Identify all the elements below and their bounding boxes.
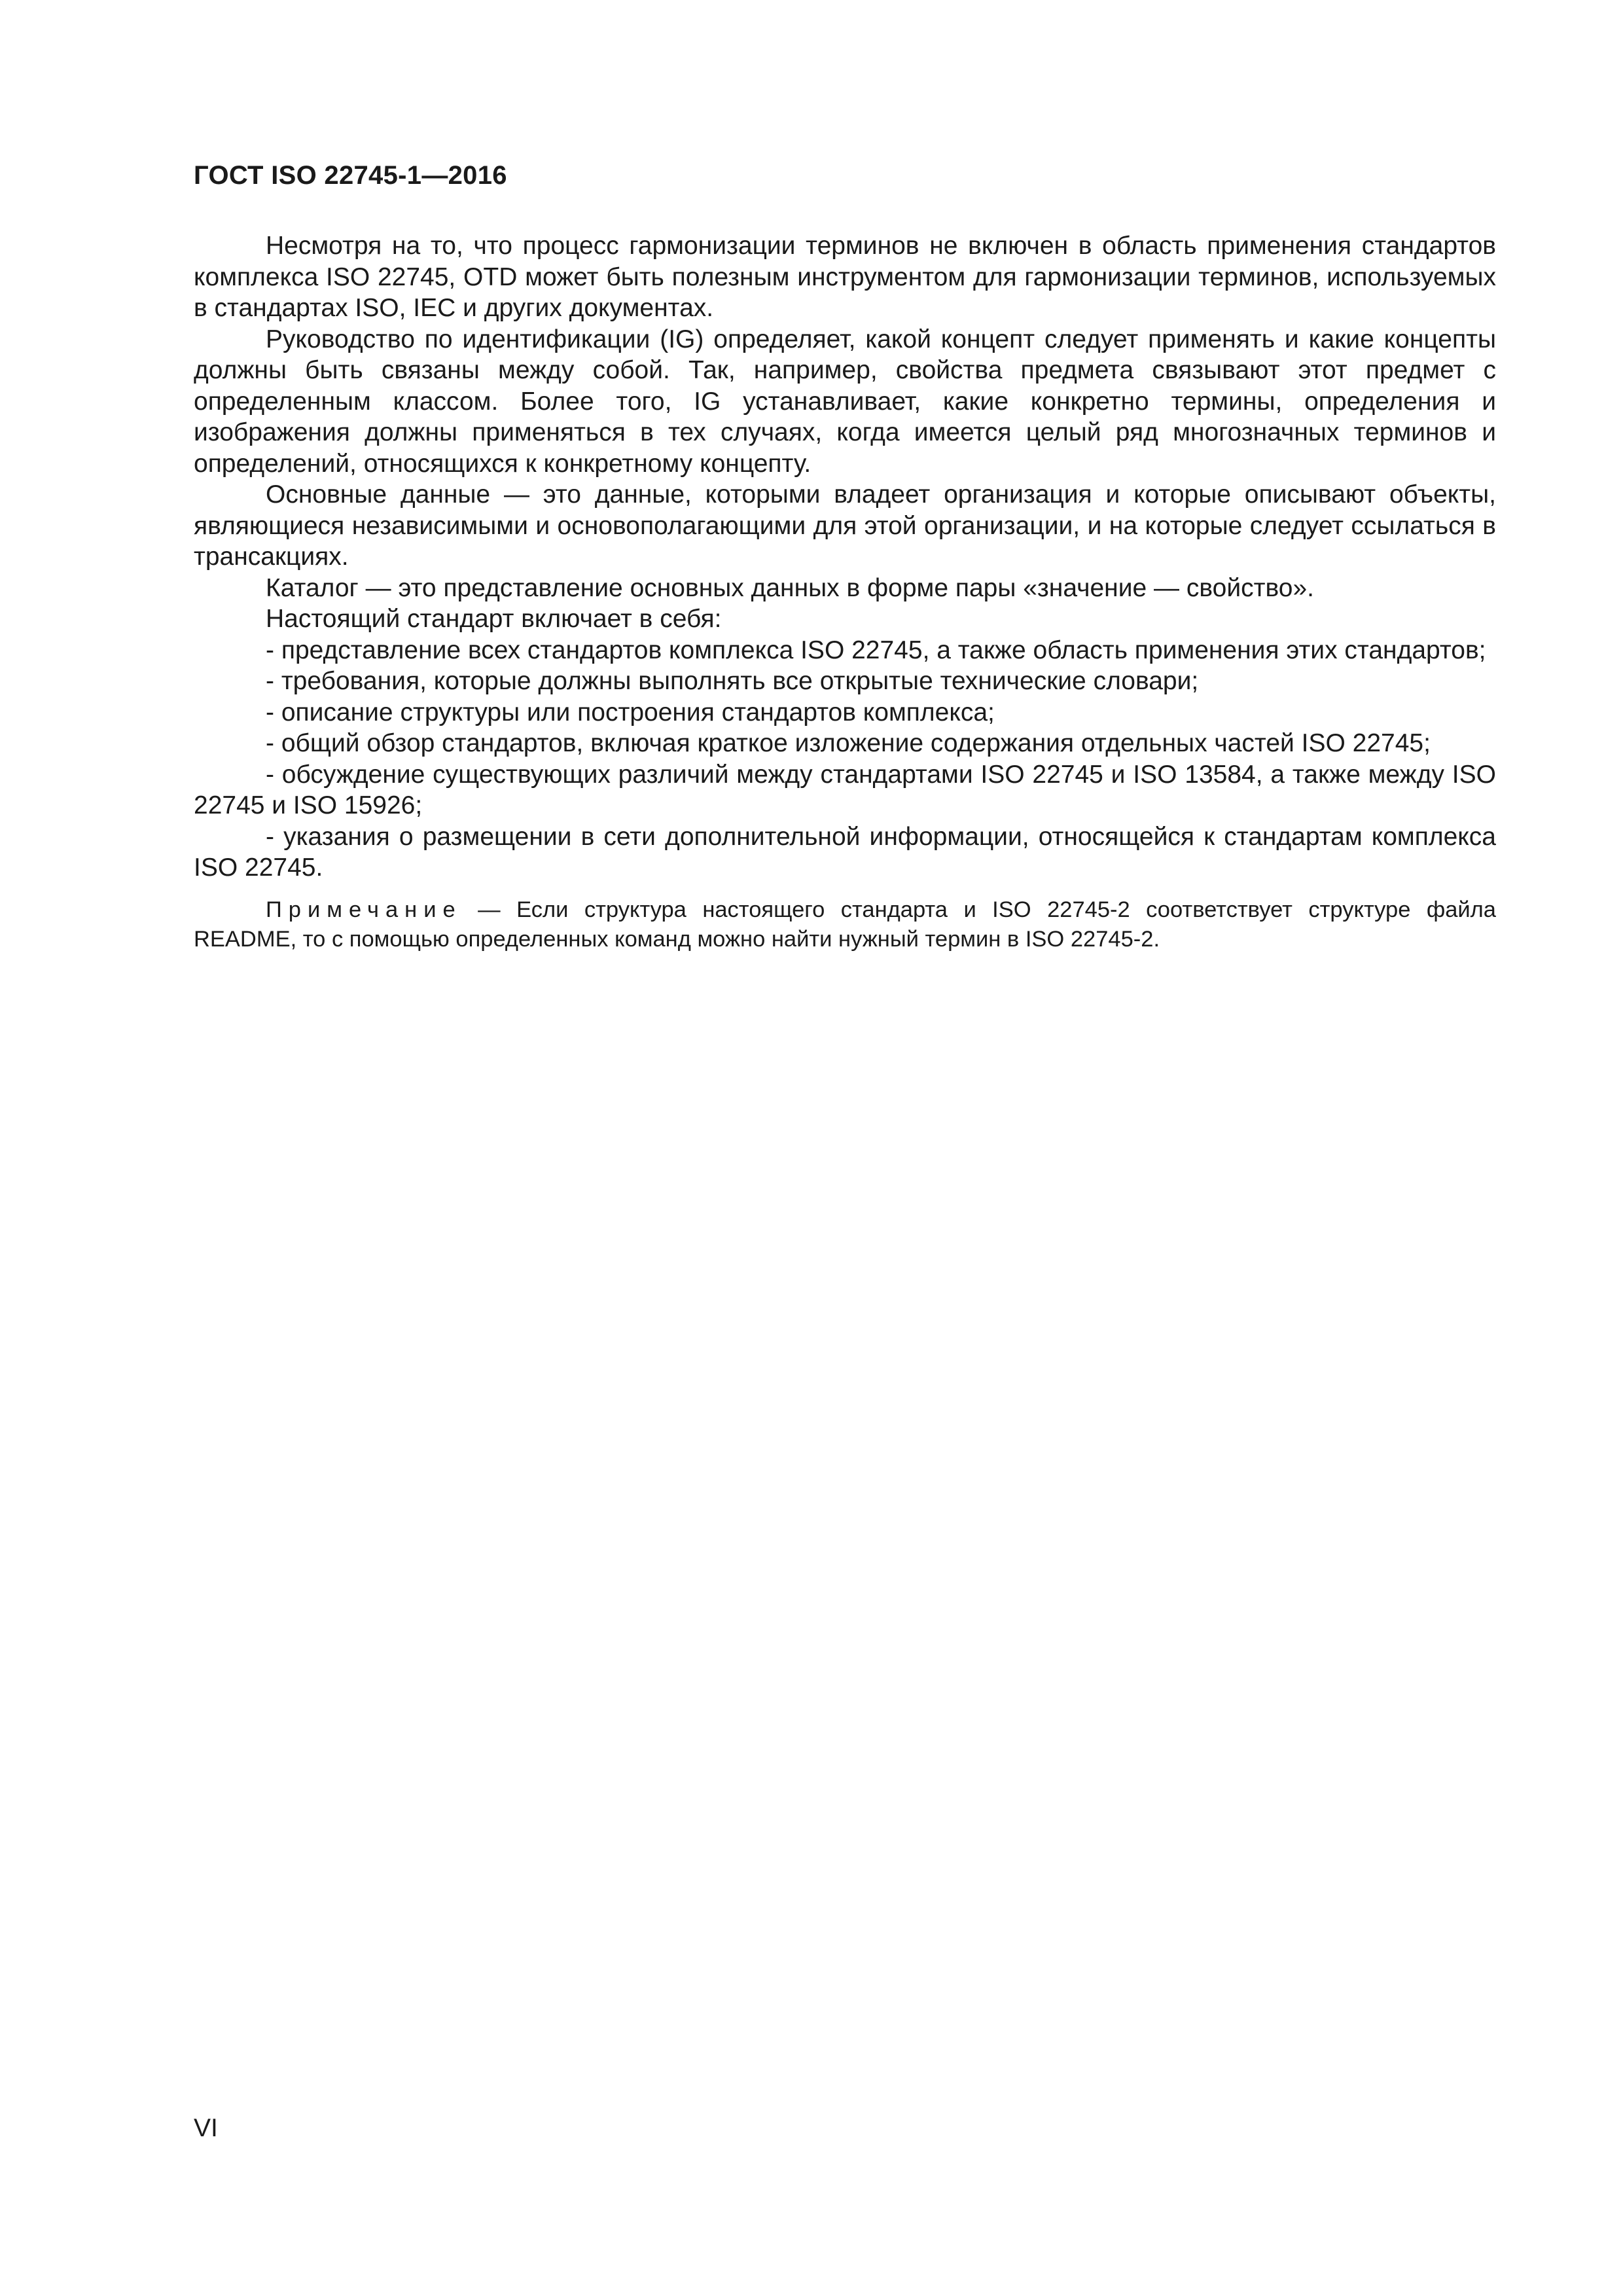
note-label: Примечание bbox=[266, 897, 462, 922]
page-number: VI bbox=[194, 2114, 218, 2142]
document-body bbox=[194, 230, 1496, 954]
list-item: - представление всех стандартов комплекса ISO 22745, а также область применения этих стандартов; bbox=[266, 636, 1486, 664]
list-item: - обсуждение существующих различий между стандартами ISO 22745 и ISO 13584, а также между ISO 22745 и ISO 15926; bbox=[194, 760, 1496, 819]
paragraph-harmonization: Несмотря на то, что процесс гармонизации терминов не включен в область применения стандартов комплекса ISO 22745, OTD может быть полезным инструментом для гармонизации терминов, используемых в стандартах ISO, IEC и других документах. bbox=[194, 232, 1496, 322]
note-text: Если структура настоящего стандарта и ISO 22745-2 соответствует структуре файла README, то с помощью определенных команд можно найти нужный термин в ISO 22745-2. bbox=[194, 897, 1496, 952]
list-item: - указания о размещении в сети дополнительной информации, относящейся к стандартам комплекса ISO 22745. bbox=[194, 822, 1496, 882]
note-separator: — bbox=[461, 897, 517, 922]
document-header: ГОСТ ISO 22745-1—2016 bbox=[194, 161, 507, 190]
paragraph-scope-intro: Настоящий стандарт включает в себя: bbox=[266, 605, 722, 633]
list-item: - общий обзор стандартов, включая краткое изложение содержания отдельных частей ISO 22745; bbox=[266, 729, 1431, 757]
paragraph-identification-guide: Руководство по идентификации (IG) определяет, какой концепт следует применять и какие концепты должны быть связаны между собой. Так, например, свойства предмета связывают этот предмет с определенным классом. Более того, IG устанавливает, какие конкретно термины, определения и изображения должны применяться в тех случаях, когда имеется целый ряд многозначных терминов и определений, относящихся к конкретному концепту. bbox=[194, 325, 1496, 478]
list-item: - требования, которые должны выполнять все открытые технические словари; bbox=[266, 667, 1199, 695]
list-item: - описание структуры или построения стандартов комплекса; bbox=[266, 698, 995, 726]
paragraph-catalog: Каталог — это представление основных данных в форме пары «значение — свойство». bbox=[266, 573, 1314, 602]
paragraph-master-data: Основные данные — это данные, которыми владеет организация и которые описывают объекты, являющиеся независимыми и основополагающими для этой организации, и на которые следует ссылаться в трансакциях. bbox=[194, 480, 1496, 571]
note-paragraph bbox=[194, 895, 1496, 954]
